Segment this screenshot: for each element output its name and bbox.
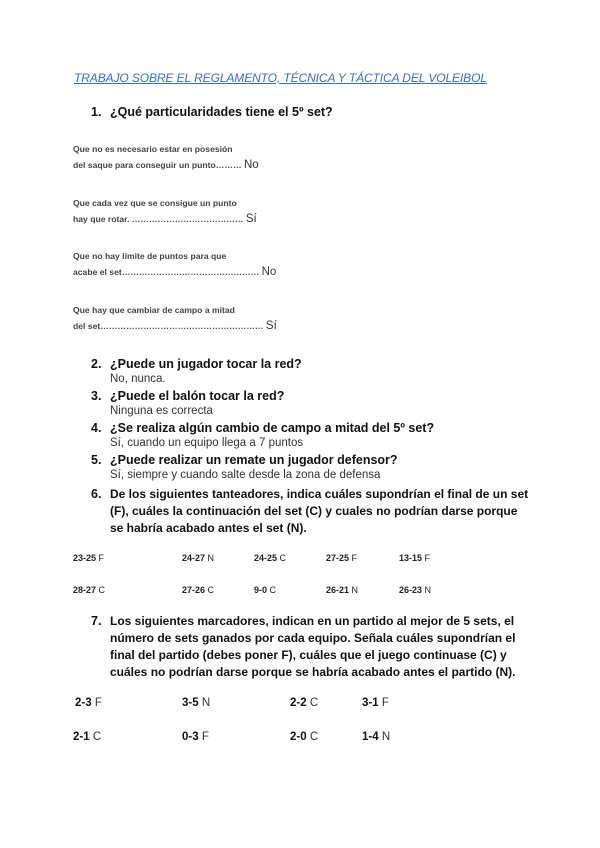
q6-score-2: 24-27 N: [182, 553, 215, 563]
question-6-text: De los siguientes tanteadores, indica cuáles supondrían el final de un set (F), cuáles la continuación del set (C) y cuales no podrían darse porque se habría acabado antes el set (N).: [110, 487, 529, 535]
statement-4-line1: Que hay que cambiar de campo a mitad: [73, 305, 235, 315]
statement-2-line1: Que cada vez que se consigue un punto: [73, 198, 237, 208]
statement-3-answer: No: [261, 266, 277, 278]
question-4-text: ¿Se realiza algún cambio de campo a mitad del 5º set?: [110, 421, 435, 435]
q7-score-5: 2-1 C: [73, 731, 102, 743]
q6-score-5: 13-15 F: [399, 553, 431, 563]
q6-score-9: 26-21 N: [326, 585, 359, 595]
statement-2-answer: Sí: [245, 213, 257, 225]
statement-1: [73, 141, 259, 173]
statement-3: [73, 248, 276, 280]
q6-score-1: 23-25 F: [73, 553, 105, 563]
q6-score-6: 28-27 C: [73, 585, 106, 595]
q7-score-7: 2-0 C: [290, 731, 319, 743]
question-7-text: Los siguientes marcadores, indican en un partido al mejor de 5 sets, el número de sets ganados por cada equipo. Señala cuáles supondrían el final del partido (debes poner F), cuáles que el juego continuase (C) y cuáles no podrían darse porque se habría acabado antes el partido (N).: [110, 614, 516, 679]
q7-score-1: 2-3 F: [75, 697, 102, 709]
statement-1-line1: Que no es necesario estar en posesión: [73, 144, 233, 154]
question-3-number: 3.: [91, 389, 102, 403]
statement-4: [73, 302, 277, 334]
q6-score-8: 9-0 C: [254, 585, 277, 595]
statement-1-answer: No: [243, 159, 259, 171]
statement-2: [73, 195, 257, 227]
statement-3-line2: acabe el set………………………………………… No: [73, 266, 277, 278]
question-2-number: 2.: [91, 357, 102, 371]
q6-score-10: 26-23 N: [399, 585, 432, 595]
question-5-text: ¿Puede realizar un remate un jugador defensor?: [110, 453, 398, 467]
statement-3-line1: Que no hay límite de puntos para que: [73, 251, 227, 261]
q7-score-3: 2-2 C: [290, 697, 319, 709]
question-4-number: 4.: [91, 421, 102, 435]
question-1-number: 1.: [91, 105, 102, 119]
question-2-answer: No, nunca.: [110, 373, 166, 385]
question-7-number: 7.: [91, 614, 102, 628]
statement-4-line2: del set………………………………………………… Sí: [73, 320, 277, 332]
question-3-text: ¿Puede el balón tocar la red?: [110, 389, 285, 403]
q6-score-4: 27-25 F: [326, 553, 358, 563]
statement-1-line2: del saque para conseguir un punto……… No: [73, 159, 259, 171]
question-6-number: 6.: [91, 487, 102, 501]
question-2-text: ¿Puede un jugador tocar la red?: [110, 357, 302, 371]
q6-score-3: 24-25 C: [254, 553, 287, 563]
document-title: TRABAJO SOBRE EL REGLAMENTO, TÉCNICA Y TÁCTICA DEL VOLEIBOL: [74, 71, 487, 85]
question-5-number: 5.: [91, 453, 102, 467]
question-4-answer: Sí, cuando un equipo llega a 7 puntos: [110, 437, 304, 449]
statement-2-line2: hay que rotar. ………………………………… Sí: [73, 213, 257, 225]
q7-score-2: 3-5 N: [182, 697, 211, 709]
statement-4-answer: Sí: [265, 320, 277, 332]
q6-score-7: 27-26 C: [182, 585, 215, 595]
q7-score-4: 3-1 F: [362, 697, 389, 709]
question-3-answer: Ninguna es correcta: [110, 405, 213, 417]
question-1-text: ¿Qué particularidades tiene el 5º set?: [110, 105, 333, 119]
question-5-answer: Sí, siempre y cuando salte desde la zona de defensa: [110, 469, 381, 481]
q7-score-8: 1-4 N: [362, 731, 391, 743]
q7-score-6: 0-3 F: [182, 731, 209, 743]
